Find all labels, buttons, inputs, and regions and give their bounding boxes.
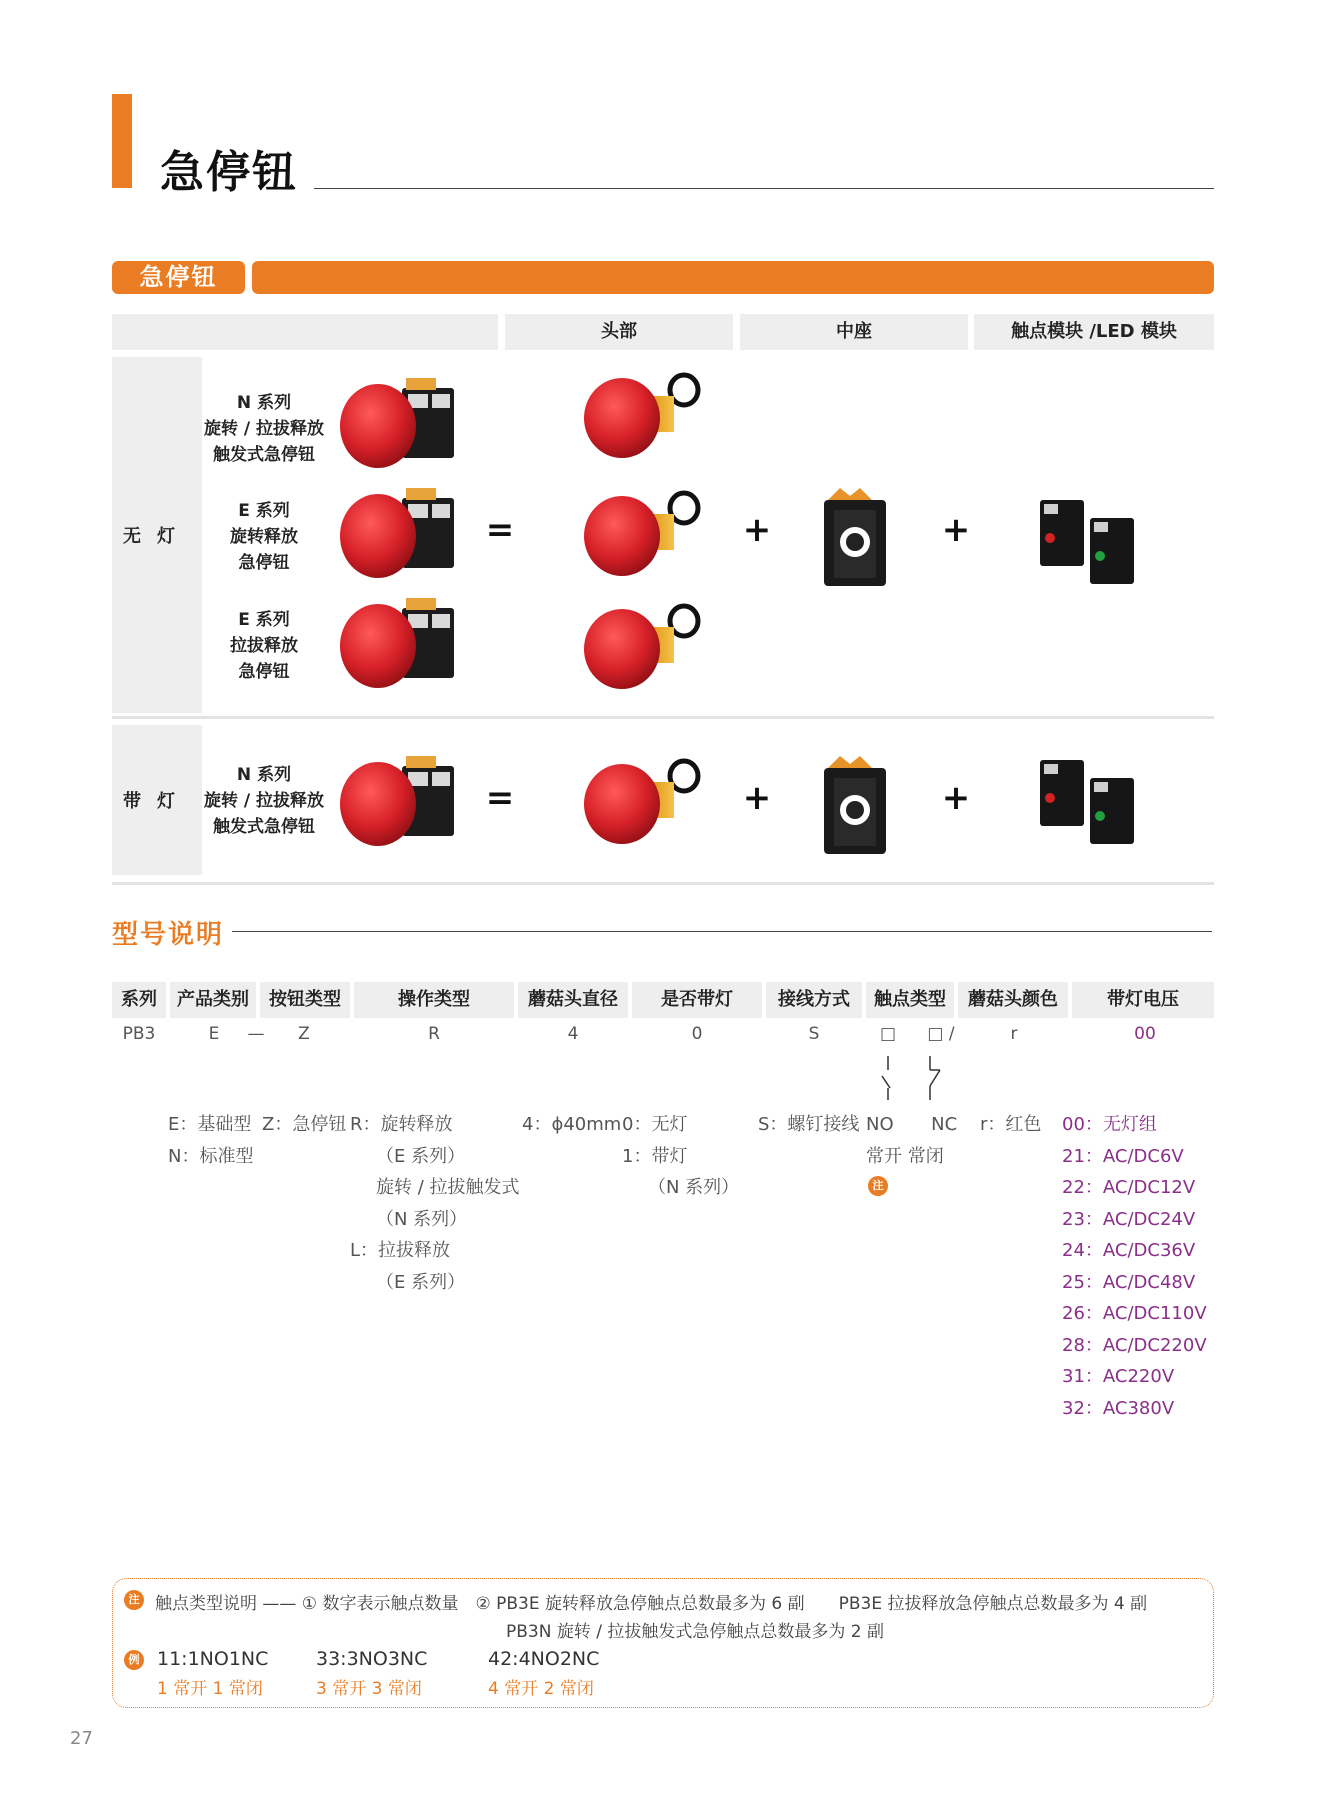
contact-module-image bbox=[1030, 492, 1142, 588]
code-series: PB3 bbox=[122, 1024, 156, 1044]
code-category: E bbox=[208, 1024, 220, 1044]
voltage-line: 21：AC/DC6V bbox=[1062, 1145, 1184, 1167]
desc-line: r：红色 bbox=[980, 1114, 1042, 1135]
desc-line: （N 系列） bbox=[376, 1208, 468, 1230]
row-divider bbox=[112, 716, 1214, 719]
desc-line: L：拉拔释放 bbox=[350, 1240, 451, 1261]
row-label-text: 无灯 bbox=[123, 526, 191, 547]
code-contact-nc: □ / bbox=[927, 1024, 955, 1044]
head-image-e-pull bbox=[572, 597, 702, 697]
desc-operation bbox=[350, 1109, 520, 1298]
model-header-color: 蘑菇头颜色 bbox=[958, 982, 1068, 1018]
voltage-line: 23：AC/DC24V bbox=[1062, 1208, 1196, 1230]
section-tag: 急停钮 bbox=[112, 261, 245, 294]
desc-line: 1：带灯 bbox=[622, 1145, 688, 1167]
section-band bbox=[252, 261, 1214, 294]
plus-sign: + bbox=[742, 510, 772, 550]
variant-line: 旋转释放 bbox=[230, 527, 298, 547]
page-title: 急停钮 bbox=[160, 147, 298, 198]
desc-line: R：旋转释放 bbox=[350, 1114, 453, 1135]
model-header-operation: 操作类型 bbox=[354, 982, 514, 1018]
variant-line: 旋转 / 拉拔释放 bbox=[203, 791, 325, 811]
adapter-image bbox=[810, 484, 900, 590]
e-series-pull-button-image bbox=[334, 590, 474, 700]
desc-contact bbox=[866, 1109, 957, 1196]
code-light: 0 bbox=[691, 1024, 703, 1044]
variant-line: N 系列 bbox=[236, 765, 292, 785]
code-voltage: 00 bbox=[1134, 1024, 1156, 1044]
note-line-2: PB3N 旋转 / 拉拔触发式急停触点总数最多为 2 副 bbox=[506, 1622, 885, 1642]
model-header-button-type: 按钮类型 bbox=[260, 982, 350, 1018]
page-number: 27 bbox=[70, 1728, 93, 1749]
equals-sign: = bbox=[485, 778, 515, 818]
header-blank-cell bbox=[112, 314, 498, 350]
model-header-diameter: 蘑菇头直径 bbox=[518, 982, 628, 1018]
note-badge-icon: 注 bbox=[124, 1590, 144, 1610]
model-header-category: 产品类别 bbox=[170, 982, 256, 1018]
desc-line: （E 系列） bbox=[376, 1145, 466, 1167]
model-header-wiring: 接线方式 bbox=[766, 982, 862, 1018]
variant-line: 拉拔释放 bbox=[230, 636, 298, 656]
variant-n-series bbox=[189, 390, 339, 468]
variant-line: N 系列 bbox=[236, 393, 292, 413]
variant-line: E 系列 bbox=[238, 610, 290, 630]
contact-symbol-icon bbox=[866, 1054, 956, 1102]
desc-color bbox=[980, 1109, 1041, 1141]
example-code: 42:4NO2NC bbox=[488, 1648, 600, 1670]
desc-button-type bbox=[262, 1109, 346, 1141]
row-label-text: 带灯 bbox=[123, 791, 191, 812]
code-contact-no: □ bbox=[879, 1024, 897, 1044]
desc-line: 常开 常闭 bbox=[866, 1145, 944, 1167]
variant-line: E 系列 bbox=[238, 501, 290, 521]
variant-e-series-pull bbox=[189, 607, 339, 685]
desc-line: （N 系列） bbox=[648, 1177, 740, 1198]
example-code: 11:1NO1NC bbox=[157, 1648, 269, 1670]
voltage-line: 28：AC/DC220V bbox=[1062, 1334, 1207, 1356]
example-code: 33:3NO3NC bbox=[316, 1648, 428, 1670]
voltage-line: 25：AC/DC48V bbox=[1062, 1271, 1196, 1293]
desc-line: Z：急停钮 bbox=[262, 1114, 347, 1135]
variant-e-series-rotate bbox=[189, 498, 339, 576]
variant-n-series-lit bbox=[189, 762, 339, 840]
desc-line bbox=[866, 1109, 957, 1141]
title-accent-bar bbox=[112, 94, 132, 188]
variant-line: 触发式急停钮 bbox=[213, 817, 315, 837]
example-desc: 3 常开 3 常闭 bbox=[316, 1679, 422, 1699]
header-contact-module: 触点模块 /LED 模块 bbox=[974, 314, 1214, 350]
desc-product-type bbox=[168, 1109, 253, 1172]
note-line-1: 触点类型说明 —— ① 数字表示触点数量 ② PB3E 旋转释放急停触点总数最多为 6 副 PB3E 拉拔释放急停触点总数最多为 4 副 bbox=[155, 1594, 1148, 1614]
variant-line: 急停钮 bbox=[238, 553, 290, 573]
variant-line: 旋转 / 拉拔释放 bbox=[203, 419, 325, 439]
desc-line: 旋转 / 拉拔触发式 bbox=[376, 1177, 520, 1198]
e-series-rotate-button-image bbox=[334, 480, 474, 590]
model-title: 型号说明 bbox=[112, 920, 225, 950]
desc-light bbox=[622, 1109, 739, 1204]
header-head: 头部 bbox=[505, 314, 733, 350]
voltage-line: 32：AC380V bbox=[1062, 1397, 1175, 1419]
desc-line: E：基础型 bbox=[168, 1114, 252, 1135]
plus-sign: + bbox=[941, 510, 971, 550]
desc-line: 0：无灯 bbox=[622, 1114, 688, 1135]
code-button-type: Z bbox=[298, 1024, 310, 1044]
voltage-line: 26：AC/DC110V bbox=[1062, 1303, 1207, 1324]
plus-sign: + bbox=[941, 778, 971, 818]
example-desc: 1 常开 1 常闭 bbox=[157, 1679, 263, 1699]
model-header-contact: 触点类型 bbox=[866, 982, 954, 1018]
variant-line: 触发式急停钮 bbox=[213, 445, 315, 465]
desc-line: S：螺钉接线 bbox=[758, 1114, 860, 1135]
voltage-line: 00：无灯组 bbox=[1062, 1114, 1157, 1135]
lit-button-image bbox=[334, 748, 474, 858]
voltage-line: 31：AC220V bbox=[1062, 1366, 1175, 1387]
code-dash: — bbox=[247, 1024, 265, 1044]
note-badge-icon: 注 bbox=[868, 1176, 888, 1196]
desc-line: （E 系列） bbox=[376, 1271, 466, 1293]
code-operation: R bbox=[428, 1024, 440, 1044]
desc-nc: NC bbox=[931, 1114, 958, 1135]
voltage-line: 24：AC/DC36V bbox=[1062, 1240, 1196, 1261]
desc-diameter bbox=[522, 1109, 621, 1141]
voltage-line: 22：AC/DC12V bbox=[1062, 1177, 1196, 1198]
example-badge-icon: 例 bbox=[124, 1650, 144, 1670]
code-wiring: S bbox=[808, 1024, 820, 1044]
model-divider bbox=[232, 931, 1212, 932]
head-image-e-rotate bbox=[572, 484, 702, 584]
led-module-image bbox=[1030, 752, 1142, 848]
head-image-lit bbox=[572, 752, 702, 852]
model-header-light: 是否带灯 bbox=[632, 982, 762, 1018]
variant-line: 急停钮 bbox=[238, 662, 290, 682]
example-desc: 4 常开 2 常闭 bbox=[488, 1679, 594, 1699]
code-diameter: 4 bbox=[567, 1024, 579, 1044]
code-color: r bbox=[1010, 1024, 1018, 1044]
title-divider bbox=[314, 188, 1214, 189]
adapter-image-lit bbox=[810, 752, 900, 858]
n-series-button-image bbox=[334, 370, 474, 480]
plus-sign: + bbox=[742, 778, 772, 818]
equals-sign: = bbox=[485, 510, 515, 550]
row-divider bbox=[112, 882, 1214, 885]
desc-no: NO bbox=[866, 1114, 894, 1135]
desc-line: N：标准型 bbox=[168, 1145, 254, 1167]
header-adapter: 中座 bbox=[740, 314, 968, 350]
model-header-series: 系列 bbox=[112, 982, 166, 1018]
head-image-n bbox=[572, 366, 702, 466]
desc-line: 4：ϕ40mm bbox=[522, 1114, 622, 1135]
model-header-voltage: 带灯电压 bbox=[1072, 982, 1214, 1018]
desc-wiring bbox=[758, 1109, 859, 1141]
desc-voltage bbox=[1062, 1109, 1207, 1424]
